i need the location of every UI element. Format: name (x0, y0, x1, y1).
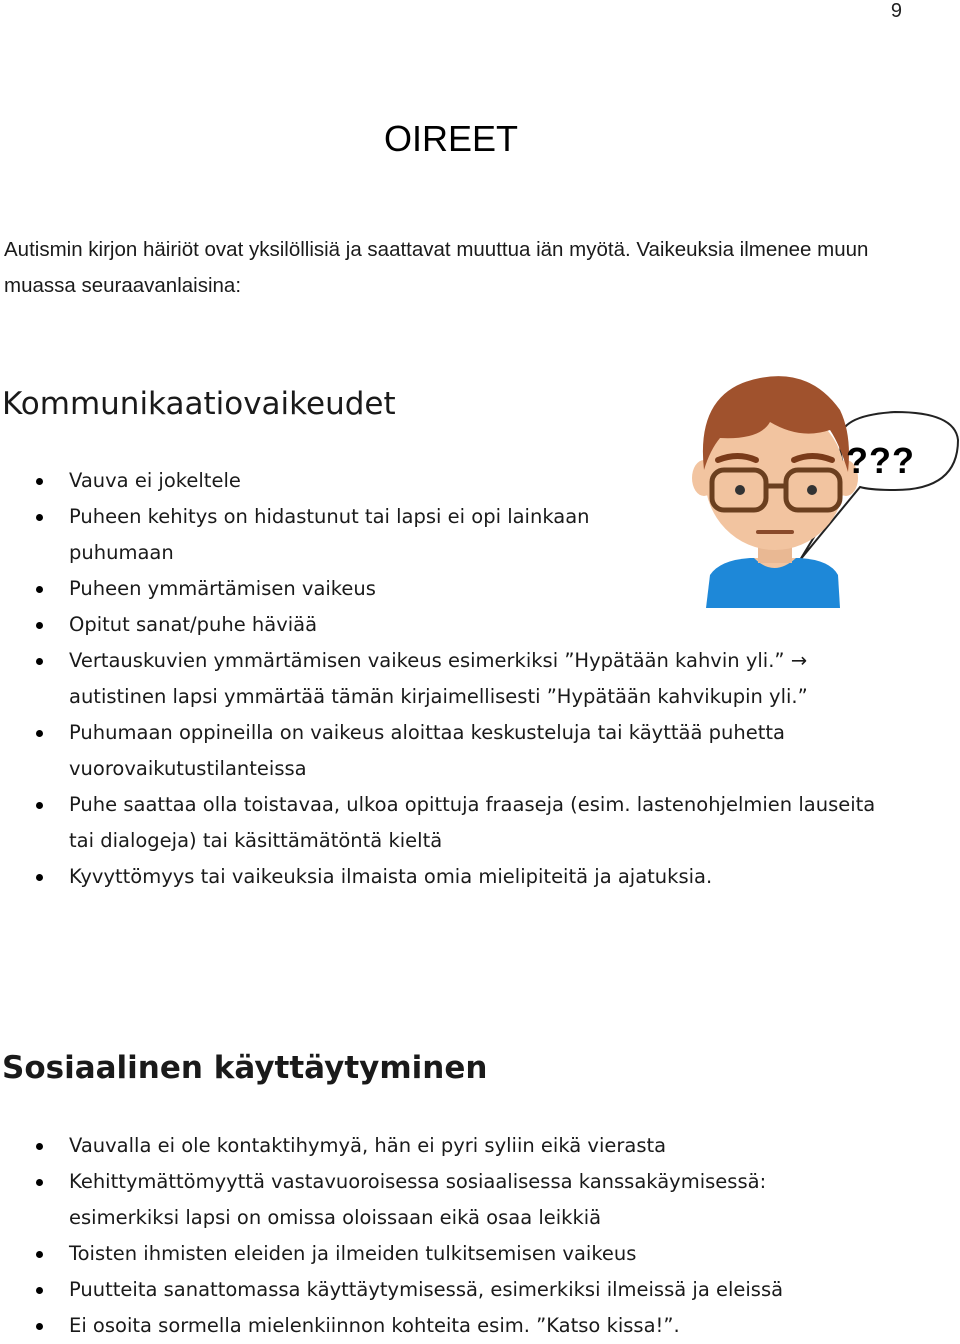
bullet-icon (36, 1287, 43, 1294)
bullet-icon (36, 514, 43, 521)
boy-with-glasses-icon (690, 360, 960, 610)
page-title: OIREET (383, 118, 518, 159)
confused-boy-illustration (690, 360, 960, 610)
bullet-icon (36, 1143, 43, 1150)
list-item: Puheen ymmärtämisen vaikeus (0, 571, 669, 607)
bullet-icon (36, 802, 43, 809)
list-item: Puhumaan oppineilla on vaikeus aloittaa keskusteluja tai käyttää puhetta vuorovaikutustilanteissa (0, 715, 889, 787)
section-heading-communication: Kommunikaatiovaikeudet (2, 386, 396, 422)
intro-paragraph: Autismin kirjon häiriöt ovat yksilöllisiä ja saattavat muuttua iän myötä. Vaikeuksia ilmenee muun muassa seuraavanlaisina: (4, 238, 869, 297)
bullet-icon (36, 1251, 43, 1258)
list-item: Puutteita sanattomassa käyttäytymisessä, esimerkiksi ilmeissä ja eleissä (0, 1272, 830, 1308)
bullet-icon (36, 730, 43, 737)
section-heading-social: Sosiaalinen käyttäytyminen (2, 1050, 488, 1086)
social-list (0, 1128, 830, 1344)
list-item: Vauvalla ei ole kontaktihymyä, hän ei pyri syliin eikä vierasta (0, 1128, 830, 1164)
list-item: Puhe saattaa olla toistavaa, ulkoa opittuja fraaseja (esim. lastenohjelmien lauseita tai dialogeja) tai käsittämätöntä kieltä (0, 787, 889, 859)
list-item: Vertauskuvien ymmärtämisen vaikeus esimerkiksi ”Hypätään kahvin yli.” → autistinen lapsi ymmärtää tämän kirjaimellisesti ”Hypätään kahvikupin yli.” (0, 643, 889, 715)
list-item: Opitut sanat/puhe häviää (0, 607, 669, 643)
bullet-icon (36, 874, 43, 881)
speech-bubble-text: ??? (846, 440, 915, 481)
bullet-icon (36, 478, 43, 485)
list-item: Toisten ihmisten eleiden ja ilmeiden tulkitsemisen vaikeus (0, 1236, 830, 1272)
list-item: Ei osoita sormella mielenkiinnon kohteita esim. ”Katso kissa!”. (0, 1308, 830, 1344)
page-number: 9 (890, 0, 902, 22)
bullet-icon (36, 1179, 43, 1186)
list-item: Kyvyttömyys tai vaikeuksia ilmaista omia mielipiteitä ja ajatuksia. (0, 859, 889, 895)
bullet-icon (36, 586, 43, 593)
bullet-icon (36, 622, 43, 629)
bullet-icon (36, 658, 43, 665)
list-item: Vauva ei jokeltele (0, 463, 669, 499)
list-item: Puheen kehitys on hidastunut tai lapsi ei opi lainkaan puhumaan (0, 499, 669, 571)
bullet-icon (36, 1323, 43, 1330)
list-item: Kehittymättömyyttä vastavuoroisessa sosiaalisessa kanssakäymisessä: esimerkiksi lapsi on omissa oloissaan eikä osaa leikkiä (0, 1164, 830, 1236)
